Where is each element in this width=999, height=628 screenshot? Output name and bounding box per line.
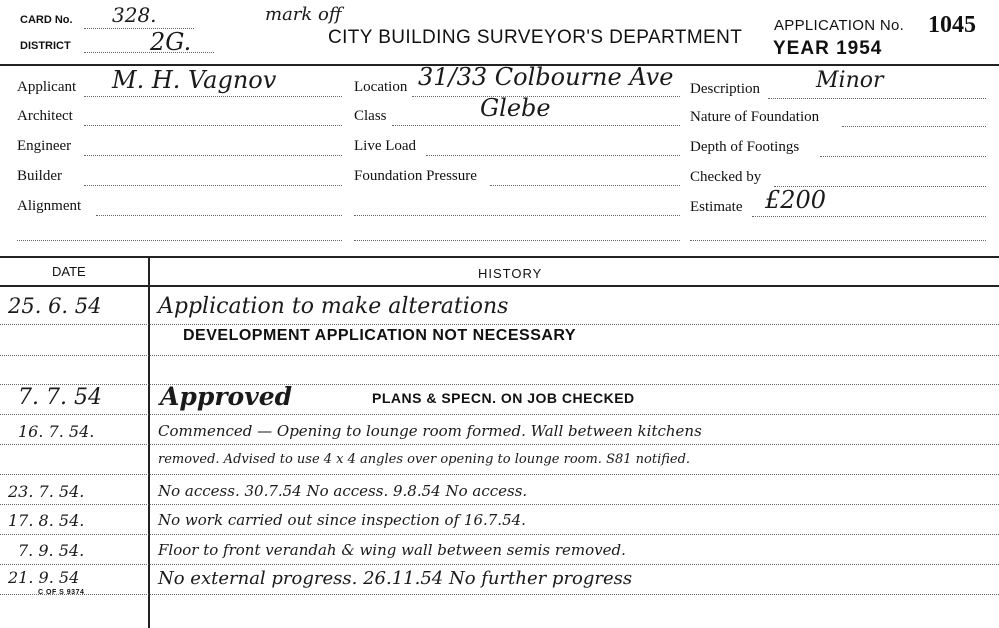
row-line xyxy=(0,504,999,505)
location-value: 31/33 Colbourne Ave xyxy=(418,63,674,91)
applicant-label: Applicant xyxy=(17,79,77,95)
development-stamp: DEVELOPMENT APPLICATION NOT NECESSARY xyxy=(183,327,577,344)
row-line xyxy=(0,414,999,415)
description-label: Description xyxy=(690,81,760,97)
margin-note: mark off xyxy=(265,4,342,25)
entry-date: 16. 7. 54. xyxy=(18,422,95,441)
engineer-line xyxy=(84,155,342,156)
entry-text: Floor to front verandah & wing wall between semis removed. xyxy=(158,541,626,559)
estimate-value: £200 xyxy=(765,186,827,214)
engineer-label: Engineer xyxy=(17,138,72,154)
description-value: Minor xyxy=(816,68,884,93)
estimate-line xyxy=(752,216,986,217)
entry-text: Application to make alterations xyxy=(158,294,509,319)
nature-of-foundation-line xyxy=(842,126,986,127)
alignment-line xyxy=(96,215,342,216)
location-label: Location xyxy=(354,79,408,95)
class-label: Class xyxy=(354,108,387,124)
footer-code: C OF S 9374 xyxy=(38,589,85,596)
class-value: Glebe xyxy=(480,94,551,122)
builder-line xyxy=(84,185,342,186)
architect-line xyxy=(84,125,342,126)
date-column-divider xyxy=(148,256,150,628)
district-label: DISTRICT xyxy=(20,40,71,52)
alignment-label: Alignment xyxy=(17,198,82,214)
spare-line-1 xyxy=(17,240,342,241)
builder-label: Builder xyxy=(17,168,62,184)
history-header: HISTORY xyxy=(478,266,543,281)
year-label: YEAR 1954 xyxy=(773,38,883,59)
department-title: CITY BUILDING SURVEYOR'S DEPARTMENT xyxy=(328,27,743,48)
district-line xyxy=(84,52,214,53)
row-line xyxy=(0,474,999,475)
foundation-pressure-label: Foundation Pressure xyxy=(354,168,477,184)
checked-stamp: PLANS & SPECN. ON JOB CHECKED xyxy=(372,390,635,406)
entry-text: removed. Advised to use 4 x 4 angles over opening to lounge room. S81 notified. xyxy=(158,452,691,467)
entry-date: 7. 9. 54. xyxy=(18,541,85,560)
district-value: 2G. xyxy=(150,28,192,56)
estimate-label: Estimate xyxy=(690,199,743,215)
depth-of-footings-line xyxy=(820,156,986,157)
entry-date: 21. 9. 54 xyxy=(8,568,80,587)
row-line xyxy=(0,444,999,445)
architect-label: Architect xyxy=(17,108,73,124)
depth-of-footings-label: Depth of Footings xyxy=(690,139,800,155)
entry-text: No external progress. 26.11.54 No further progress xyxy=(158,568,633,589)
row-line xyxy=(0,355,999,356)
entry-date: 25. 6. 54 xyxy=(8,294,102,318)
row-line xyxy=(0,534,999,535)
row-line xyxy=(0,324,999,325)
entry-text: No work carried out since inspection of 16.7.54. xyxy=(158,511,526,529)
applicant-line xyxy=(84,96,342,97)
checked-by-label: Checked by xyxy=(690,169,762,185)
application-no-value: 1045 xyxy=(928,12,976,38)
live-load-label: Live Load xyxy=(354,138,417,154)
entry-date: 7. 7. 54 xyxy=(18,385,102,410)
entry-text: Commenced — Opening to lounge room formed. Wall between kitchens xyxy=(158,422,702,440)
row-line xyxy=(0,594,999,595)
spare-line-4 xyxy=(690,240,986,241)
application-no-label: APPLICATION No. xyxy=(774,17,905,34)
live-load-line xyxy=(426,155,680,156)
row-line xyxy=(0,384,999,385)
description-line xyxy=(768,98,986,99)
foundation-pressure-line xyxy=(490,185,680,186)
approved-text: Approved xyxy=(160,382,293,411)
entry-date: 23. 7. 54. xyxy=(8,482,85,501)
nature-of-foundation-label: Nature of Foundation xyxy=(690,109,820,125)
entry-date: 17. 8. 54. xyxy=(8,511,85,530)
spare-line-3 xyxy=(354,240,680,241)
class-line xyxy=(392,125,680,126)
card-no-value: 328. xyxy=(112,3,157,27)
spare-line-2 xyxy=(354,215,680,216)
row-line xyxy=(0,564,999,565)
entry-text: No access. 30.7.54 No access. 9.8.54 No access. xyxy=(158,482,528,500)
card-no-label: CARD No. xyxy=(20,14,73,26)
date-header: DATE xyxy=(52,264,86,279)
applicant-value: M. H. Vagnov xyxy=(112,66,277,94)
